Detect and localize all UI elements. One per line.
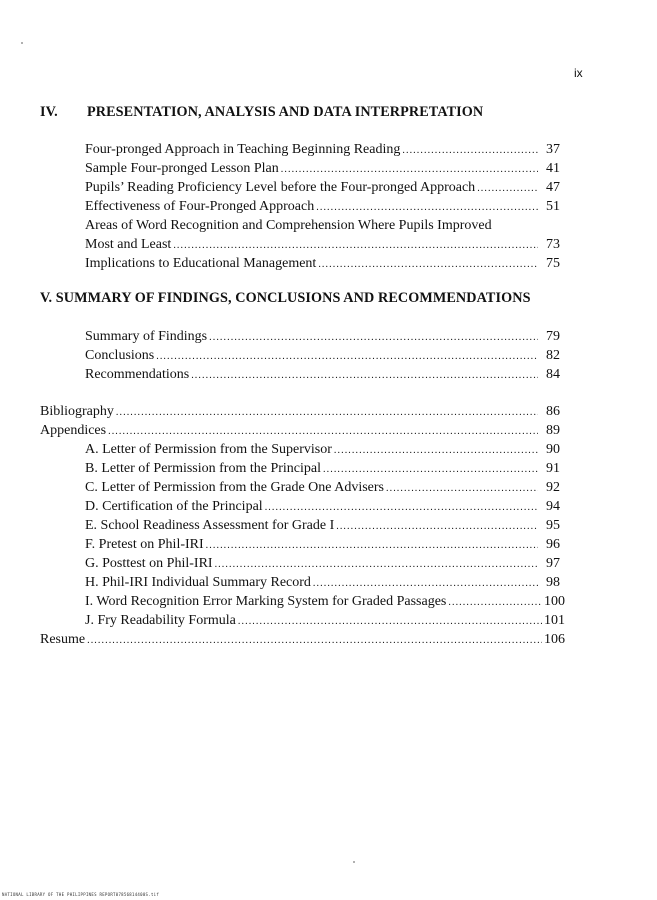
toc-entry-label: Bibliography bbox=[40, 404, 114, 419]
toc-entry-appendices[interactable] bbox=[40, 421, 560, 440]
toc-entry-label: F. Pretest on Phil-IRI bbox=[85, 537, 204, 552]
toc-entry-label: Sample Four-pronged Lesson Plan bbox=[85, 161, 279, 176]
toc-entry-label: Resume bbox=[40, 632, 86, 647]
toc-entry[interactable] bbox=[85, 140, 560, 159]
toc-entry-page: 90 bbox=[546, 442, 560, 457]
page-number: ix bbox=[574, 66, 583, 80]
scan-speck bbox=[21, 42, 23, 44]
toc-entry[interactable] bbox=[85, 346, 560, 365]
toc-entry-label: Most and Least bbox=[85, 237, 172, 252]
toc-entry-page: 96 bbox=[546, 537, 560, 552]
toc-entry[interactable] bbox=[85, 365, 560, 384]
dot-leader bbox=[313, 574, 538, 593]
toc-entry-page: 95 bbox=[546, 518, 560, 533]
toc-entry-appendix[interactable] bbox=[85, 592, 565, 611]
toc-entry-appendix[interactable] bbox=[85, 611, 565, 630]
toc-entry-label: G. Posttest on Phil-IRI bbox=[85, 556, 213, 571]
toc-entry-appendix[interactable] bbox=[85, 459, 560, 478]
dot-leader bbox=[116, 403, 538, 422]
toc-entry-page: 101 bbox=[544, 613, 565, 628]
toc-entry-bibliography[interactable] bbox=[40, 402, 560, 421]
chapter-iv-number: IV. bbox=[40, 104, 58, 120]
toc-entry-page: 84 bbox=[546, 367, 560, 382]
toc-entry-first-line: Areas of Word Recognition and Comprehension Where Pupils Improved bbox=[85, 218, 492, 233]
toc-entry-label: D. Certification of the Principal bbox=[85, 499, 263, 514]
toc-entry-page: 92 bbox=[546, 480, 560, 495]
dot-leader bbox=[281, 160, 538, 179]
chapter-iv-heading bbox=[40, 104, 483, 121]
toc-entry-page: 97 bbox=[546, 556, 560, 571]
toc-entry-resume[interactable] bbox=[40, 630, 565, 649]
toc-entry-label: B. Letter of Permission from the Principal bbox=[85, 461, 322, 476]
dot-leader bbox=[156, 347, 538, 366]
dot-leader bbox=[334, 441, 538, 460]
toc-entry-page: 106 bbox=[544, 632, 565, 647]
toc-entry[interactable] bbox=[85, 159, 560, 178]
dot-leader bbox=[206, 536, 538, 555]
toc-entry-page: 75 bbox=[546, 256, 560, 271]
scan-footer-text: NATIONAL LIBRARY OF THE PHILIPPINES REPORT07856814400S.tif bbox=[2, 892, 160, 897]
dot-leader bbox=[386, 479, 538, 498]
toc-entry-appendix[interactable] bbox=[85, 573, 560, 592]
toc-entry-label: Pupils’ Reading Proficiency Level before the Four-pronged Approach bbox=[85, 180, 476, 195]
toc-entry[interactable] bbox=[85, 254, 560, 273]
toc-entry-page: 91 bbox=[546, 461, 560, 476]
toc-entry[interactable] bbox=[85, 327, 560, 346]
toc-entry-page: 47 bbox=[546, 180, 560, 195]
dot-leader bbox=[173, 236, 538, 255]
dot-leader bbox=[402, 141, 538, 160]
toc-entry-label: Conclusions bbox=[85, 348, 155, 363]
toc-entry-page: 82 bbox=[546, 348, 560, 363]
toc-entry-label: Recommendations bbox=[85, 367, 190, 382]
dot-leader bbox=[318, 255, 538, 274]
toc-entry-page: 41 bbox=[546, 161, 560, 176]
dot-leader bbox=[448, 593, 542, 612]
dot-leader bbox=[209, 328, 538, 347]
toc-entry-appendix[interactable] bbox=[85, 535, 560, 554]
toc-entry-label: Four-pronged Approach in Teaching Beginning Reading bbox=[85, 142, 401, 157]
toc-entry-appendix[interactable] bbox=[85, 554, 560, 573]
toc-entry-label: Effectiveness of Four-Pronged Approach bbox=[85, 199, 315, 214]
toc-entry-page: 73 bbox=[546, 237, 560, 252]
toc-entry-page: 79 bbox=[546, 329, 560, 344]
chapter-v-heading: V. SUMMARY OF FINDINGS, CONCLUSIONS AND RECOMMENDATIONS bbox=[40, 290, 531, 306]
toc-entry-page: 98 bbox=[546, 575, 560, 590]
toc-entry-appendix[interactable] bbox=[85, 440, 560, 459]
toc-entry-page: 51 bbox=[546, 199, 560, 214]
dot-leader bbox=[191, 366, 538, 385]
toc-entry-appendix[interactable] bbox=[85, 497, 560, 516]
dot-leader bbox=[477, 179, 538, 198]
toc-entry-label: H. Phil-IRI Individual Summary Record bbox=[85, 575, 311, 590]
toc-entry-label: Summary of Findings bbox=[85, 329, 208, 344]
toc-entry[interactable] bbox=[85, 197, 560, 216]
toc-entry-label: A. Letter of Permission from the Supervisor bbox=[85, 442, 332, 457]
toc-entry-label: E. School Readiness Assessment for Grade I bbox=[85, 518, 335, 533]
toc-entry[interactable] bbox=[85, 235, 560, 254]
dot-leader bbox=[215, 555, 538, 574]
dot-leader bbox=[87, 631, 542, 650]
toc-entry-page: 100 bbox=[544, 594, 565, 609]
chapter-iv-title: PRESENTATION, ANALYSIS AND DATA INTERPRETATION bbox=[87, 104, 484, 120]
scan-speck bbox=[353, 861, 355, 863]
toc-entry-label: J. Fry Readability Formula bbox=[85, 613, 236, 628]
dot-leader bbox=[323, 460, 538, 479]
dot-leader bbox=[336, 517, 538, 536]
toc-entry[interactable] bbox=[85, 178, 560, 197]
toc-entry-appendix[interactable] bbox=[85, 516, 560, 535]
toc-entry-label: I. Word Recognition Error Marking System for Graded Passages bbox=[85, 594, 447, 609]
toc-entry-page: 86 bbox=[546, 404, 560, 419]
toc-entry-appendix[interactable] bbox=[85, 478, 560, 497]
dot-leader bbox=[108, 422, 538, 441]
toc-entry-label: C. Letter of Permission from the Grade One Advisers bbox=[85, 480, 384, 495]
dot-leader bbox=[316, 198, 538, 217]
dot-leader bbox=[238, 612, 542, 631]
toc-entry-label: Implications to Educational Management bbox=[85, 256, 317, 271]
toc-entry-page: 89 bbox=[546, 423, 560, 438]
dot-leader bbox=[265, 498, 538, 517]
toc-entry-page: 37 bbox=[546, 142, 560, 157]
toc-entry-page: 94 bbox=[546, 499, 560, 514]
toc-entry-label: Appendices bbox=[40, 423, 107, 438]
